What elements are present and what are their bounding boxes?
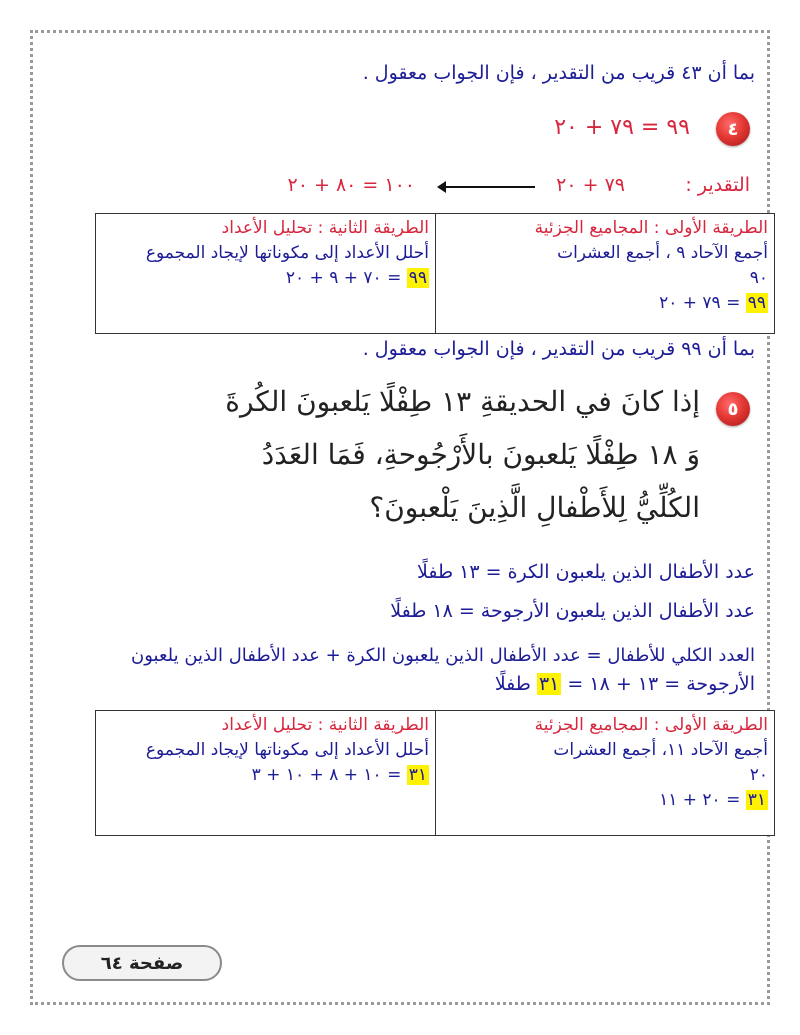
total-answer: ٣١ [538, 673, 560, 695]
method-1-step: أجمع الآحاد ١١، أجمع العشرات [553, 740, 768, 760]
method-2-result [102, 266, 429, 291]
problem-4-methods-table [95, 213, 775, 334]
method-1-result [442, 788, 768, 813]
total-line-2-equation: الأرجوحة = ١٣ + ١٨ = [567, 673, 755, 695]
problem-4-method-1 [435, 214, 774, 333]
method-1-title: الطريقة الأولى : المجاميع الجزئية [534, 218, 768, 238]
method-1-answer: ٩٩ [747, 293, 766, 313]
method-2-step: أحلل الأعداد إلى مكوناتها لإيجاد المجموع [145, 740, 429, 760]
method-2-equation: = ١٠ + ٨ + ١٠ + ٣ [251, 765, 402, 785]
story-line-2: وَ ١٨ طِفْلًا يَلعبونَ بالأَرْجُوحةِ، فَمَا العَدَدُ [261, 438, 700, 471]
method-1-title: الطريقة الأولى : المجاميع الجزئية [534, 715, 768, 735]
problem-4-conclusion: بما أن ٩٩ قريب من التقدير ، فإن الجواب معقول . [362, 338, 755, 360]
estimate-left: ٧٩ + ٢٠ [556, 174, 625, 196]
problem-4-method-2 [96, 214, 435, 333]
method-2-answer: ٩٩ [408, 268, 427, 288]
method-2-step: أحلل الأعداد إلى مكوناتها لإيجاد المجموع [145, 243, 429, 263]
method-2-equation: = ٧٠ + ٩ + ٢٠ [285, 268, 402, 288]
problem-5-badge: ٥ [716, 392, 750, 426]
fact-swing: عدد الأطفال الذين يلعبون الأرجوحة = ١٨ طفلًا [390, 600, 755, 622]
problem-4-equation: ٩٩ = ٧٩ + ٢٠ [554, 115, 690, 140]
arrow-left-icon [445, 186, 535, 188]
total-line-2 [495, 673, 755, 695]
problem-4-badge: ٤ [716, 112, 750, 146]
fact-ball: عدد الأطفال الذين يلعبون الكرة = ١٣ طفلًا [417, 561, 755, 583]
method-2-answer: ٣١ [408, 765, 427, 785]
method-2-title: الطريقة الثانية : تحليل الأعداد [221, 715, 429, 735]
method-1-tens: ٩٠ [749, 268, 768, 288]
intro-line: بما أن ٤٣ قريب من التقدير ، فإن الجواب معقول . [362, 62, 755, 84]
method-2-result [102, 763, 429, 788]
estimate-right: ١٠٠ = ٨٠ + ٢٠ [287, 174, 415, 196]
method-1-equation: = ٢٠ + ١١ [659, 790, 741, 810]
story-line-1: إذا كانَ في الحديقةِ ١٣ طِفْلًا يَلعبونَ الكُرةَ [225, 385, 700, 418]
page-number-label: صفحة ٦٤ [62, 945, 222, 981]
method-1-tens: ٢٠ [749, 765, 768, 785]
problem-5-method-2 [96, 711, 435, 835]
method-1-result [442, 291, 768, 316]
method-2-title: الطريقة الثانية : تحليل الأعداد [221, 218, 429, 238]
method-1-answer: ٣١ [747, 790, 766, 810]
total-line-2-unit: طفلًا [494, 673, 531, 695]
estimate-label: التقدير : [685, 174, 750, 196]
method-1-equation: = ٧٩ + ٢٠ [659, 293, 741, 313]
problem-5-methods-table [95, 710, 775, 836]
story-line-3: الكُلِّيُّ لِلأَطْفالِ الَّذِينَ يَلْعبونَ؟ [369, 491, 700, 524]
problem-5-method-1 [435, 711, 774, 835]
total-line-1: العدد الكلي للأطفال = عدد الأطفال الذين يلعبون الكرة + عدد الأطفال الذين يلعبون [131, 645, 755, 666]
method-1-step: أجمع الآحاد ٩ ، أجمع العشرات [557, 243, 768, 263]
